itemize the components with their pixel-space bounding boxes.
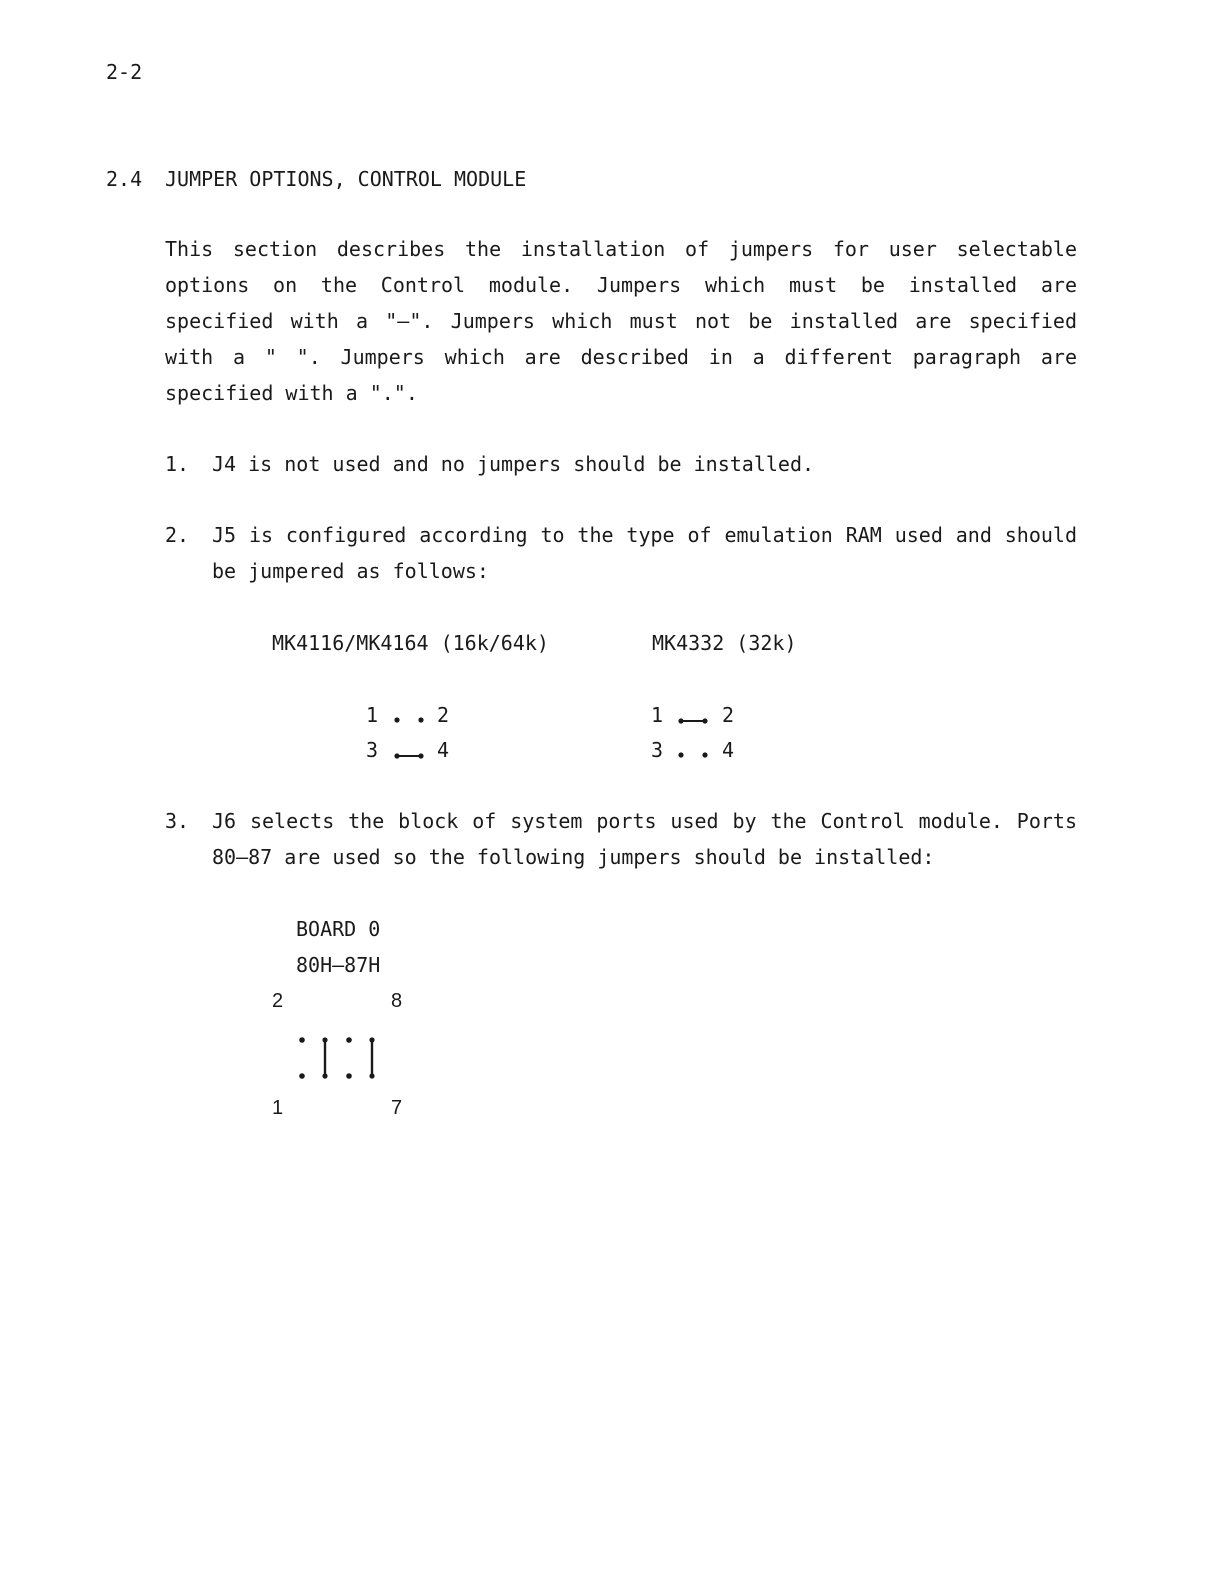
pin-dot [418,717,423,722]
pin-dot [702,718,707,723]
pin-label: 3 [651,738,664,762]
pin-dot [418,753,423,758]
j6-pin-header [290,1030,385,1085]
pin-dot [299,1073,305,1079]
pin-label: 2 [437,703,450,727]
page-number: 2-2 [106,60,143,84]
pin-label-top-left: 2 [272,990,284,1012]
pin-dot [299,1037,305,1043]
pin-dot [678,752,683,757]
list-item-text: J4 is not used and no jumpers should be installed. [212,452,815,476]
intro-line: with a " ". Jumpers which are described in a different paragraph are [165,345,1077,369]
section-title: JUMPER OPTIONS, CONTROL MODULE [165,167,527,191]
list-item-line: J6 selects the block of system ports used by the Control module. Ports [212,809,1077,833]
j5-option-a-heading: MK4116/MK4164 (16k/64k) [272,631,549,655]
board-label: BOARD 0 [296,917,381,941]
intro-line: options on the Control module. Jumpers which must be installed are [165,273,1077,297]
list-item-line: 80–87 are used so the following jumpers should be installed: [212,845,935,869]
j5-option-b-heading: MK4332 (32k) [652,631,797,655]
pin-pair-1-2 [390,703,430,727]
pin-dot [702,752,707,757]
pin-dot [346,1073,352,1079]
pin-pair-3-4-jumpered [390,738,430,762]
list-item-number: 1. [165,452,190,476]
intro-line: specified with a ".". [165,381,418,405]
pin-label-bottom-right: 7 [391,1097,403,1119]
pin-pair-3-4 [674,738,714,762]
intro-line: This section describes the installation of jumpers for user selectable [165,237,1077,261]
intro-line: specified with a "–". Jumpers which must not be installed are specified [165,309,1077,333]
pin-dot [346,1037,352,1043]
pin-label-bottom-left: 1 [272,1097,284,1119]
section-number: 2.4 [106,167,143,191]
port-range-label: 80H–87H [296,953,381,977]
pin-pair-1-2-jumpered [674,703,714,727]
list-item-number: 2. [165,523,190,547]
pin-dot [322,1073,327,1078]
pin-label: 2 [722,703,735,727]
pin-label: 1 [651,703,664,727]
list-item-number: 3. [165,809,190,833]
pin-label: 3 [366,738,379,762]
pin-label-top-right: 8 [391,990,403,1012]
pin-dot [394,717,399,722]
pin-label: 1 [366,703,379,727]
list-item-line: J5 is configured according to the type of emulation RAM used and should [212,523,1077,547]
list-item-line: be jumpered as follows: [212,559,489,583]
pin-label: 4 [437,738,450,762]
pin-dot [369,1073,374,1078]
pin-label: 4 [722,738,735,762]
